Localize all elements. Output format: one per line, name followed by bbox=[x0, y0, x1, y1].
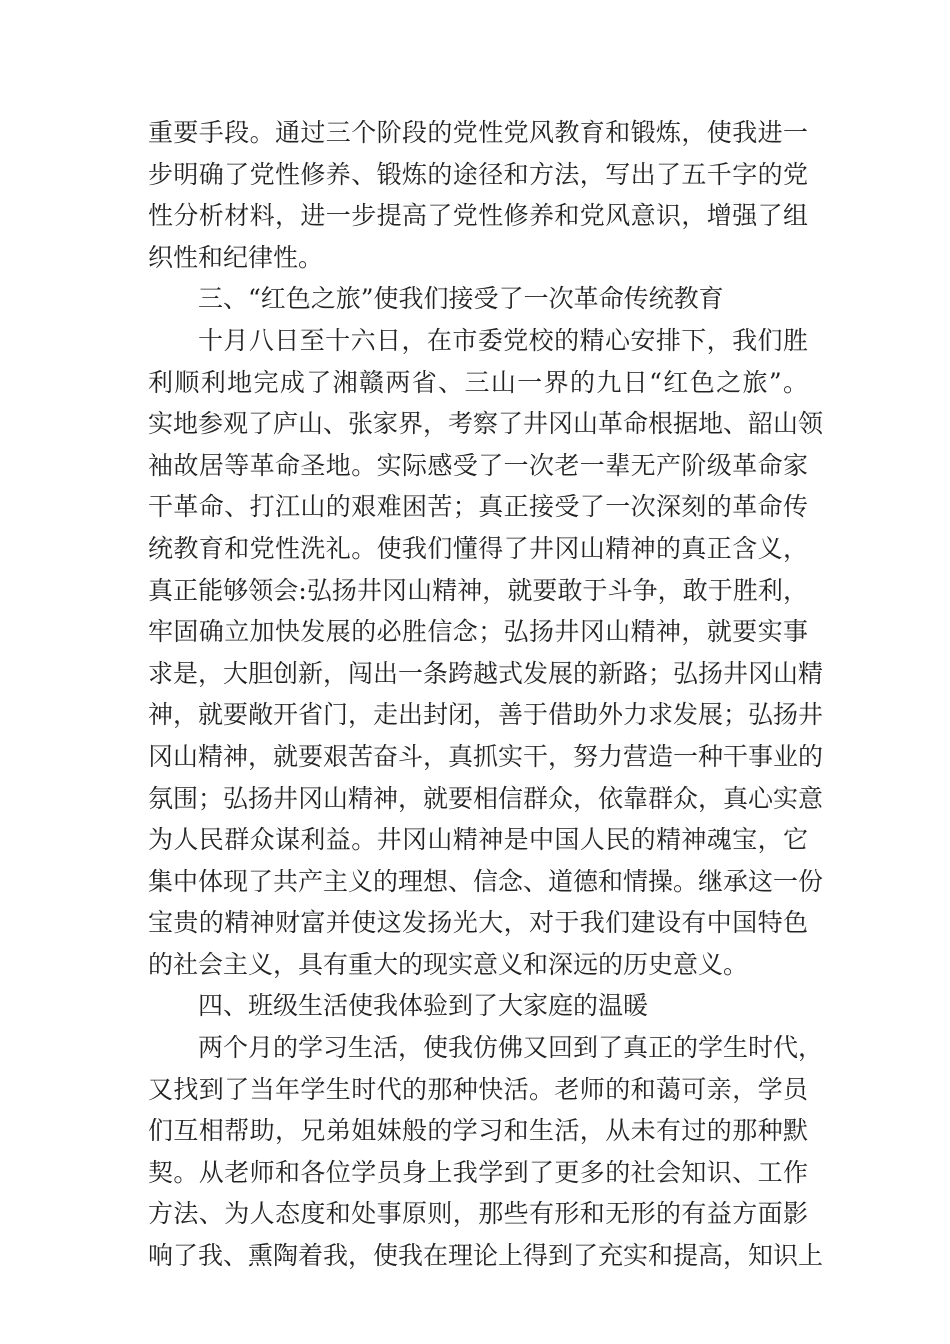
text-line: 织性和纪律性。 bbox=[148, 242, 324, 272]
text-line: 两个月的学习生活，使我仿佛又回到了真正的学生时代， bbox=[198, 1033, 824, 1063]
text-line: 干革命、打江山的艰难困苦；真正接受了一次深刻的革命传 bbox=[148, 492, 808, 522]
text-line: 冈山精神，就要艰苦奋斗，真抓实干，努力营造一种干事业的 bbox=[148, 741, 824, 771]
paragraph bbox=[148, 112, 808, 278]
text-line: 方法、为人态度和处事原则，那些有形和无形的有益方面影 bbox=[148, 1199, 808, 1229]
document-body bbox=[148, 112, 824, 1277]
text-line: 响了我、熏陶着我，使我在理论上得到了充实和提高，知识上 bbox=[148, 1241, 824, 1271]
text-line: 宝贵的精神财富并使这发扬光大，对于我们建设有中国特色 bbox=[148, 908, 808, 938]
text-line: 契。从老师和各位学员身上我学到了更多的社会知识、工作 bbox=[148, 1157, 808, 1187]
paragraph bbox=[148, 1027, 824, 1277]
text-line: 神，就要敞开省门，走出封闭，善于借助外力求发展；弘扬井 bbox=[148, 700, 824, 730]
paragraph bbox=[148, 320, 824, 986]
text-line: 统教育和党性洗礼。使我们懂得了井冈山精神的真正含义， bbox=[148, 533, 808, 563]
text-line: 性分析材料，进一步提高了党性修养和党风意识，增强了组 bbox=[148, 201, 808, 231]
text-line: 为人民群众谋利益。井冈山精神是中国人民的精神魂宝，它 bbox=[148, 825, 808, 855]
text-line: 集中体现了共产主义的理想、信念、道德和情操。继承这一份 bbox=[148, 866, 824, 896]
section-heading bbox=[148, 985, 808, 1027]
text-line: 十月八日至十六日，在市委党校的精心安排下，我们胜 bbox=[198, 325, 808, 355]
text-line: 利顺利地完成了湘赣两省、三山一界的九日“红色之旅”。 bbox=[148, 367, 808, 397]
section-heading-text: 四、班级生活使我体验到了大家庭的温暖 bbox=[198, 991, 649, 1021]
text-line: 氛围；弘扬井冈山精神，就要相信群众，依靠群众，真心实意 bbox=[148, 783, 824, 813]
section-heading-text: 三、“红色之旅”使我们接受了一次革命传统教育 bbox=[198, 284, 724, 314]
text-line: 们互相帮助，兄弟姐妹般的学习和生活，从未有过的那种默 bbox=[148, 1116, 808, 1146]
text-line: 真正能够领会:弘扬井冈山精神，就要敢于斗争，敢于胜利， bbox=[148, 575, 808, 605]
text-line: 实地参观了庐山、张家界，考察了井冈山革命根据地、韶山领 bbox=[148, 409, 824, 439]
section-heading bbox=[148, 278, 808, 320]
text-line: 步明确了党性修养、锻炼的途径和方法，写出了五千字的党 bbox=[148, 159, 808, 189]
text-line: 重要手段。通过三个阶段的党性党风教育和锻炼，使我进一 bbox=[148, 118, 808, 147]
text-line: 求是，大胆创新，闯出一条跨越式发展的新路；弘扬井冈山精 bbox=[148, 658, 824, 688]
text-line: 袖故居等革命圣地。实际感受了一次老一辈无产阶级革命家 bbox=[148, 450, 808, 480]
text-line: 又找到了当年学生时代的那种快活。老师的和蔼可亲，学员 bbox=[148, 1074, 808, 1104]
text-line: 牢固确立加快发展的必胜信念；弘扬井冈山精神，就要实事 bbox=[148, 617, 808, 647]
text-line: 的社会主义，具有重大的现实意义和深远的历史意义。 bbox=[148, 949, 749, 979]
